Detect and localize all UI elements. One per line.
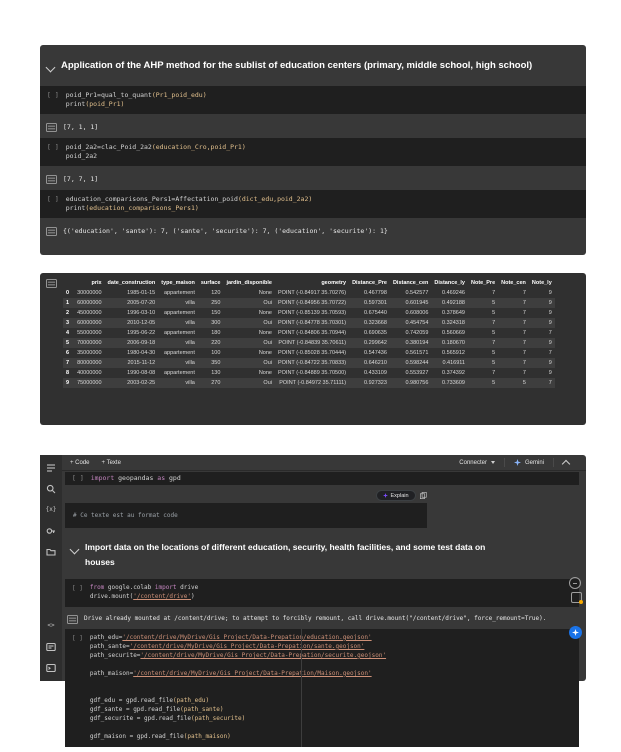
- row-index: 6: [66, 350, 70, 356]
- table-cell: 60000000: [77, 320, 102, 326]
- code-cell[interactable]: [65, 579, 579, 607]
- output-text: {('education', 'sante'): 7, ('sante', 'securite'): 7, ('education', 'securite'): 1}: [63, 226, 388, 235]
- section-title: Application of the AHP method for the sublist of education centers (primary, middle school, high school): [61, 60, 533, 71]
- table-cell: 1996-03-10: [127, 310, 156, 316]
- table-cell: 5: [492, 360, 496, 366]
- table-cell: villa: [185, 360, 195, 366]
- table-cell: Oui: [263, 300, 272, 306]
- table-cell: 7: [522, 320, 526, 326]
- table-cell: 0.597301: [363, 300, 387, 306]
- table-cell: None: [258, 370, 272, 376]
- table-cell: 7: [492, 340, 496, 346]
- table-cell: 0.469246: [442, 290, 465, 296]
- table-cell: POINT (-0.85139 35.70593): [277, 310, 347, 316]
- add-code-label: + Code: [70, 459, 90, 466]
- chevron-down-icon[interactable]: [70, 545, 80, 555]
- colab-left-sidebar: [40, 455, 62, 681]
- table-cell: 0.675440: [363, 310, 387, 316]
- table-cell: villa: [185, 320, 195, 326]
- cell-hover-actions: [65, 490, 427, 501]
- colab-panel: [40, 455, 586, 740]
- table-cell: 9: [548, 360, 552, 366]
- table-cell: 0.299642: [363, 340, 387, 346]
- code-text: import geopandas as gpd: [90, 474, 181, 482]
- row-index: 1: [66, 300, 70, 306]
- code-cell[interactable]: [65, 472, 579, 485]
- explain-button[interactable]: [376, 490, 416, 501]
- table-cell: 350: [211, 360, 221, 366]
- output-text: [7, 7, 1]: [63, 174, 99, 183]
- table-cell: Oui: [263, 360, 272, 366]
- table-cell: 7: [492, 320, 496, 326]
- column-header: date_construction: [107, 280, 156, 286]
- table-cell: 5: [522, 380, 526, 386]
- code-cell[interactable]: [40, 86, 586, 114]
- table-cell: 9: [548, 370, 552, 376]
- table-cell: 0.598244: [405, 360, 429, 366]
- code-text: education_comparisons_Pers1=Affectation_poid(dict_edu,poid_2a2) print(education_comparisons_Pers1): [65, 194, 313, 212]
- table-cell: 150: [211, 310, 221, 316]
- table-cell: 0.690635: [363, 330, 387, 336]
- code-cell-list: [62, 579, 586, 752]
- table-cell: 7: [522, 360, 526, 366]
- cell-run-gutter[interactable]: [ ]: [47, 142, 59, 151]
- table-cell: villa: [185, 380, 195, 386]
- table-cell: 0.542577: [405, 290, 429, 296]
- table-cell: POINT (-0.85028 35.70444): [277, 350, 347, 356]
- cell-output-icon: [67, 615, 78, 624]
- table-cell: 45000000: [77, 310, 102, 316]
- gemini-spark-icon: [514, 459, 521, 466]
- table-cell: 60000000: [77, 300, 102, 306]
- code-snippets-icon[interactable]: <>: [47, 622, 55, 629]
- column-header: Distance_cen: [392, 280, 429, 286]
- column-header: surface: [200, 280, 221, 286]
- table-cell: 5: [492, 380, 496, 386]
- gemini-spark-icon: [572, 629, 579, 636]
- table-cell: Oui: [263, 320, 272, 326]
- table-cell: 7: [522, 310, 526, 316]
- column-header: Note_Pre: [470, 280, 496, 286]
- dataframe-panel: [40, 273, 586, 425]
- code-text: # Ce texte est au format code: [73, 512, 178, 519]
- table-cell: 2010-12-05: [127, 320, 156, 326]
- table-cell: 0.547436: [363, 350, 387, 356]
- section-header: [40, 45, 586, 86]
- variables-icon[interactable]: {x}: [45, 506, 57, 513]
- table-cell: 9: [548, 300, 552, 306]
- table-cell: 7: [522, 290, 526, 296]
- search-icon[interactable]: [46, 483, 57, 494]
- table-cell: 1995-06-22: [127, 330, 156, 336]
- column-header: Note_cen: [501, 280, 526, 286]
- table-cell: POINT (-0.84839 35.70611): [278, 340, 347, 346]
- cell-link-icon[interactable]: [569, 577, 581, 589]
- table-cell: 30000000: [77, 290, 102, 296]
- code-cell[interactable]: [40, 190, 586, 218]
- code-cell[interactable]: [65, 503, 427, 528]
- code-text: path_edu='/content/drive/MyDrive/Gis Project/Data-Prepation/education.geojson' path_sante='/content/drive/MyDrive/Gis Project/Data-Prepation/sante.geojson' path_securite='/content/drive/MyDrive/Gis Project/Data-Prepation/securite.geojson' path_maison='/content/drive/MyDrive/Gis Project/Data-Prepation/Maison.geojson' gdf_edu = gpd.read_file(path_edu) gdf_sante = gpd.read_file(path_sante) gdf_securite = gpd.read_file(path_securite) gdf_maison = gpd.read_file(path_maison): [89, 633, 387, 740]
- table-row: [63, 308, 555, 318]
- table-cell: None: [258, 310, 272, 316]
- terminal-icon[interactable]: [46, 662, 57, 673]
- table-cell: 0.454754: [405, 320, 429, 326]
- add-text-label: + Texte: [101, 459, 121, 466]
- table-row: [63, 298, 555, 308]
- cell-output: [40, 171, 586, 190]
- cell-output-icon: [46, 279, 57, 288]
- column-header: jardin_disponible: [226, 280, 272, 286]
- table-row: [63, 358, 555, 368]
- table-row: [63, 378, 555, 388]
- table-cell: POINT (-0.84806 35.70944): [277, 330, 347, 336]
- table-cell: 7: [548, 380, 552, 386]
- ai-spark-icon: [383, 493, 388, 498]
- table-cell: 270: [211, 380, 221, 386]
- table-cell: 9: [548, 340, 552, 346]
- table-row: [63, 288, 555, 298]
- table-cell: 0.608006: [405, 310, 429, 316]
- table-cell: 1985-01-15: [127, 290, 156, 296]
- row-index: 9: [66, 380, 70, 386]
- code-cell-list: [40, 86, 586, 242]
- table-cell: POINT (-0.84956 35.70722): [277, 300, 347, 306]
- table-cell: 0.980756: [405, 380, 429, 386]
- files-folder-icon[interactable]: [46, 546, 57, 557]
- column-header: Distance_Pre: [352, 280, 387, 286]
- cell-output-icon: [46, 175, 57, 184]
- table-cell: 0.601945: [405, 300, 429, 306]
- table-cell: 55000000: [77, 330, 102, 336]
- table-cell: villa: [185, 300, 195, 306]
- row-index: 7: [66, 360, 70, 366]
- import-section-header: [62, 528, 586, 579]
- add-code-button[interactable]: [70, 460, 90, 466]
- code-text: poid_Pr1=qual_to_quant(Pr1_poid_edu) print(poid_Pr1): [65, 90, 207, 108]
- table-cell: 0.380194: [405, 340, 429, 346]
- clipped-code-cell[interactable]: [65, 472, 579, 481]
- table-row: [63, 348, 555, 358]
- row-index: 4: [66, 330, 70, 336]
- column-header: geometry: [321, 280, 347, 286]
- table-cell: appartement: [163, 290, 195, 296]
- cell-run-gutter[interactable]: [ ]: [47, 194, 59, 203]
- chevron-down-icon[interactable]: [46, 63, 56, 73]
- table-cell: 0.416911: [442, 360, 465, 366]
- table-cell: 9: [548, 320, 552, 326]
- table-cell: 0.378649: [442, 310, 465, 316]
- toolbar-right-group: [450, 455, 578, 470]
- table-cell: 220: [211, 340, 221, 346]
- table-cell: 7: [522, 370, 526, 376]
- table-cell: 300: [211, 320, 221, 326]
- import-section-title: Import data on the locations of different education, security, health facilities, and some test data on houses: [85, 542, 486, 567]
- table-cell: 0.733609: [442, 380, 465, 386]
- cell-run-gutter[interactable]: [ ]: [72, 474, 84, 482]
- table-header-row: [63, 278, 555, 288]
- table-of-contents-icon[interactable]: [46, 462, 57, 473]
- table-cell: 0.561571: [405, 350, 429, 356]
- table-cell: 40000000: [77, 370, 102, 376]
- table-cell: POINT (-0.84917 35.70276): [277, 290, 347, 296]
- row-index: 3: [66, 320, 70, 326]
- table-cell: 0.553927: [405, 370, 429, 376]
- table-cell: 80000000: [77, 360, 102, 366]
- table-cell: POINT (-0.84889 35.70500): [277, 370, 347, 376]
- cell-output: [40, 223, 586, 242]
- table-cell: 1990-08-08: [127, 370, 156, 376]
- table-cell: villa: [185, 340, 195, 346]
- table-cell: 5: [492, 310, 496, 316]
- cell-run-gutter[interactable]: [ ]: [72, 634, 83, 642]
- table-cell: 7: [522, 330, 526, 336]
- table-cell: 0.180670: [442, 340, 465, 346]
- table-cell: 70000000: [77, 340, 102, 346]
- table-cell: None: [258, 350, 272, 356]
- code-text: poid_2a2=clac_Poid_2a2(education_Cro,poid_Pr1) poid_2a2: [65, 142, 246, 160]
- table-cell: appartement: [163, 370, 195, 376]
- table-cell: 250: [211, 300, 221, 306]
- collapse-toolbar-button[interactable]: [553, 458, 578, 467]
- table-cell: appartement: [163, 310, 195, 316]
- copy-icon[interactable]: [420, 492, 427, 499]
- explain-label: Explain: [390, 492, 409, 499]
- chevron-up-icon: [562, 459, 570, 467]
- table-cell: 7: [548, 350, 552, 356]
- table-cell: 120: [211, 290, 221, 296]
- table-cell: POINT (-0.84972 35.71111): [279, 380, 347, 386]
- cell-output: [62, 612, 586, 629]
- table-cell: appartement: [163, 330, 195, 336]
- table-cell: 0.374392: [442, 370, 465, 376]
- table-cell: 7: [522, 340, 526, 346]
- cell-output: [40, 119, 586, 138]
- table-cell: 0.565912: [442, 350, 465, 356]
- connect-label: Connecter: [459, 459, 487, 466]
- table-cell: None: [258, 290, 272, 296]
- table-cell: 7: [522, 300, 526, 306]
- connect-dropdown-caret-icon[interactable]: [491, 461, 495, 464]
- column-header: Distance_ly: [434, 280, 465, 286]
- table-cell: 0.927323: [363, 380, 387, 386]
- code-text: from google.colab import drive drive.mount('/content/drive'): [89, 583, 199, 600]
- table-cell: 5: [492, 330, 496, 336]
- cell-run-gutter[interactable]: [ ]: [72, 584, 83, 592]
- cell-output-icon: [46, 227, 57, 236]
- column-header: type_maison: [161, 280, 195, 286]
- output-text: Drive already mounted at /content/drive; to attempt to forcibly remount, call drive.mount("/content/drive", force_remount=True).: [84, 614, 547, 622]
- table-cell: 0.742059: [405, 330, 429, 336]
- table-cell: 0.324318: [442, 320, 465, 326]
- gemini-button[interactable]: [504, 458, 553, 467]
- table-row: [63, 328, 555, 338]
- table-cell: 0.467798: [363, 290, 387, 296]
- table-cell: appartement: [163, 350, 195, 356]
- table-cell: 2006-09-18: [127, 340, 156, 346]
- output-text: [7, 1, 1]: [63, 122, 99, 131]
- gemini-floating-button[interactable]: [569, 626, 582, 639]
- table-row: [63, 368, 555, 378]
- table-cell: 7: [548, 330, 552, 336]
- table-cell: 180: [211, 330, 221, 336]
- table-cell: 0.492188: [442, 300, 465, 306]
- table-cell: 2003-02-25: [127, 380, 156, 386]
- ahp-section-panel: [40, 45, 586, 255]
- connect-button[interactable]: [450, 458, 504, 467]
- cell-run-gutter[interactable]: [ ]: [47, 90, 59, 99]
- add-text-button[interactable]: [102, 460, 121, 466]
- secrets-key-icon[interactable]: [46, 525, 57, 536]
- column-header: Note_ly: [531, 280, 552, 286]
- code-cell[interactable]: [65, 629, 579, 747]
- table-cell: 0.560669: [442, 330, 465, 336]
- table-cell: 130: [211, 370, 221, 376]
- table-row: [63, 318, 555, 328]
- table-cell: Oui: [263, 340, 272, 346]
- houses-dataframe-table: [63, 278, 555, 388]
- code-cell[interactable]: [40, 138, 586, 166]
- table-cell: 0.433109: [363, 370, 387, 376]
- table-cell: 9: [548, 290, 552, 296]
- cell-output-icon: [46, 123, 57, 132]
- row-index: 5: [66, 340, 70, 346]
- table-cell: POINT (-0.84722 35.70833): [277, 360, 347, 366]
- table-cell: 2015-11-12: [127, 360, 156, 366]
- table-cell: 35000000: [77, 350, 102, 356]
- table-cell: 7: [492, 290, 496, 296]
- table-cell: 100: [211, 350, 221, 356]
- table-cell: None: [258, 330, 272, 336]
- table-cell: 1980-04-30: [127, 350, 156, 356]
- column-header: prix: [91, 280, 102, 286]
- table-row: [63, 338, 555, 348]
- row-index: 2: [66, 310, 70, 316]
- table-cell: 0.323668: [363, 320, 387, 326]
- row-index: 0: [66, 290, 70, 296]
- comment-code-cell[interactable]: [65, 503, 427, 528]
- command-palette-icon[interactable]: [46, 641, 57, 652]
- table-cell: 5: [492, 350, 496, 356]
- table-cell: 9: [548, 310, 552, 316]
- gemini-label: Gemini: [524, 459, 544, 466]
- table-cell: 7: [522, 350, 526, 356]
- table-cell: 2005-07-20: [127, 300, 156, 306]
- table-cell: 5: [492, 300, 496, 306]
- table-cell: 7: [492, 370, 496, 376]
- table-cell: POINT (-0.84778 35.70301): [277, 320, 347, 326]
- table-cell: 75000000: [77, 380, 102, 386]
- table-cell: Oui: [263, 380, 272, 386]
- table-cell: 0.646210: [363, 360, 387, 366]
- row-index: 8: [66, 370, 70, 376]
- colab-toolbar: [62, 455, 586, 471]
- colab-main-area: [62, 455, 586, 740]
- extension-notification-icon[interactable]: [571, 592, 582, 603]
